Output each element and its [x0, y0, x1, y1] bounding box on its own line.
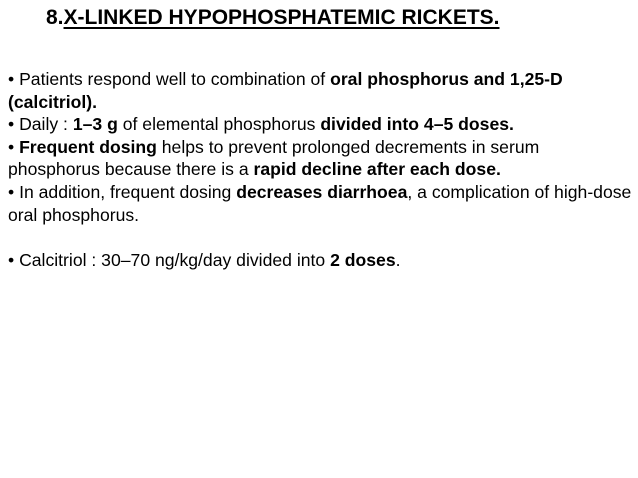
slide-title — [46, 6, 500, 30]
bullet-marker: • — [8, 136, 15, 157]
point-1-text-1: Patients respond well to combination of — [19, 69, 331, 89]
blank-line — [8, 226, 634, 249]
bullet-point-3 — [8, 136, 634, 181]
bullet-point-2 — [8, 113, 634, 136]
point-5-text-1: Calcitriol : 30–70 ng/kg/day divided into — [19, 249, 331, 270]
title-number: 8. — [46, 6, 64, 29]
point-2-text-2: 1–3 g — [72, 114, 118, 135]
bullet-marker: • — [8, 249, 15, 270]
point-5-text-2: 2 doses — [330, 249, 396, 270]
bullet-point-5 — [8, 249, 634, 272]
bullet-marker: • — [8, 181, 15, 202]
bullet-point-1 — [8, 68, 634, 113]
point-2-text-3: of elemental phosphorus — [117, 114, 321, 135]
bullet-list — [8, 68, 634, 271]
bullet-marker: • — [8, 114, 15, 135]
point-3-text-1: Frequent dosing — [19, 136, 157, 157]
point-2-text-1: Daily : — [19, 114, 73, 135]
point-4-text-1: In addition, frequent dosing — [19, 181, 237, 202]
point-4-text-2: decreases diarrhoea — [236, 181, 408, 202]
point-3-text-2: helps to prevent prolonged decrements in serum phosphorus because there is a — [8, 136, 540, 180]
bullet-point-4 — [8, 181, 634, 226]
point-2-text-4: divided into 4–5 doses. — [320, 114, 514, 135]
bullet-marker: • — [8, 69, 15, 89]
point-1-text-2: oral phosphorus and 1,25-D (calcitriol). — [8, 69, 563, 112]
point-4-text-3: , a complication of high-dose oral phosphorus. — [8, 181, 632, 225]
title-text: X-LINKED HYPOPHOSPHATEMIC RICKETS. — [63, 6, 500, 29]
point-3-text-3: rapid decline after each dose. — [253, 159, 501, 180]
point-5-text-3: . — [395, 249, 401, 270]
